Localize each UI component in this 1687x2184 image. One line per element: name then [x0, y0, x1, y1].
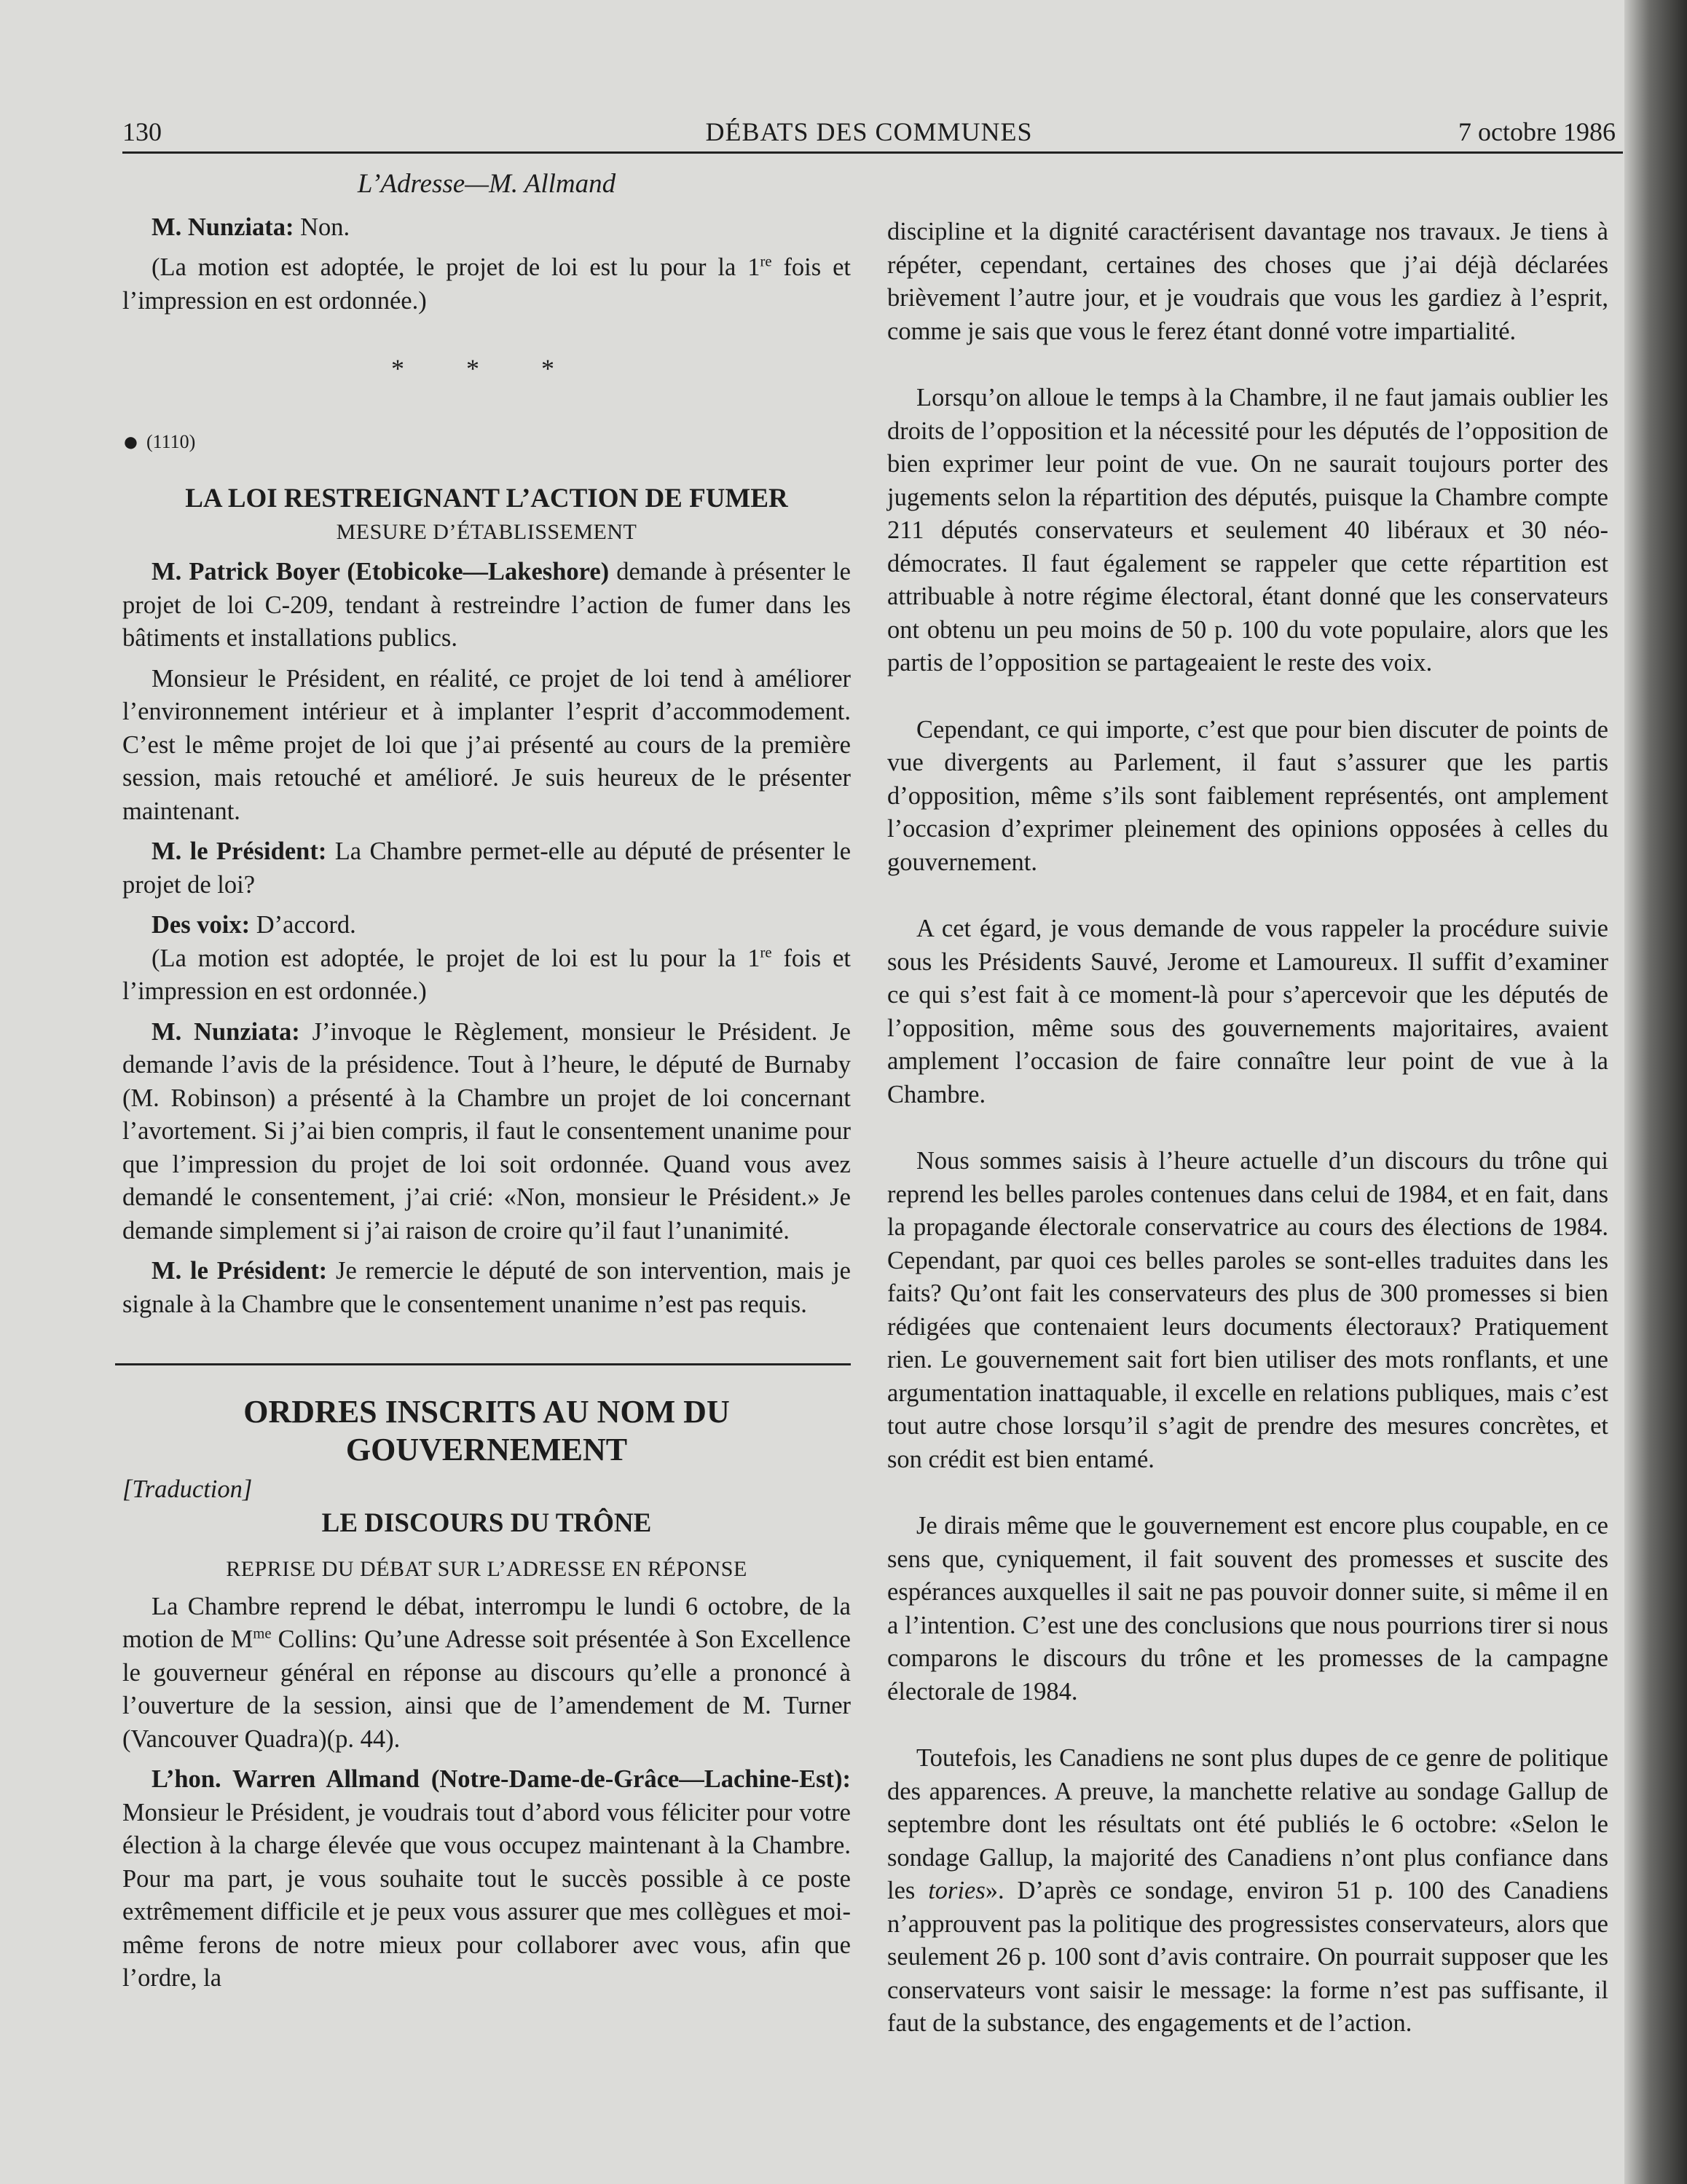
speaker-name: M. Nunziata: — [152, 213, 294, 241]
paragraph: Cependant, ce qui importe, c’est que pour bien discuter de points de vue divergents au Parlement, il faut s’assurer que les partis d’opposition, même s’ils sont faiblement représentés, ont amplement l’occasion d’exprimer pleinement des opinions opposées à celles du gouvernement. — [887, 715, 1608, 876]
right-column — [887, 216, 1608, 2041]
paragraph: Je dirais même que le gouvernement est encore plus coupable, en ce sens que, cyniquement, il fait souvent des promesses et suscite des espérances auxquelles il sait ne pas pouvoir donner suite, si même il en a l’intention. C’est une des conclusions que nous pourrions tirer si nous comparons le discours du trône et les promesses de la campagne électorale de 1984. — [887, 1512, 1608, 1706]
paragraph: M. le Président: La Chambre permet-elle au député de présenter le projet de loi? — [122, 837, 852, 899]
paragraph: M. Nunziata: J’invoque le Règlement, monsieur le Président. Je demande l’avis de la présidence. Tout à l’heure, le député de Burnaby (M. Robinson) a présenté à la Chambre un projet de loi concernant l’avortement. Si j’ai bien compris, il faut le consentement unanime pour que l’impression du projet de loi soit ordonnée. Quand vous avez demandé le consentement, j’ai crié: «Non, monsieur le Président.» Je demande simplement si j’ai raison de croire qu’il faut l’unanimité. — [122, 1017, 851, 1245]
paragraph: Monsieur le Président, en réalité, ce projet de loi tend à améliorer l’environnement intérieur et à implanter l’esprit d’accommodement. C’est le même projet de loi que j’ai présenté au cours de la première session, mais retouché et amélioré. Je suis heureux de le présenter maintenant. — [122, 664, 851, 825]
bullet-icon: ● — [122, 426, 139, 457]
header-rule — [122, 151, 1623, 154]
speaker-name: M. le Président: — [152, 837, 327, 865]
speaker-name: M. le Président: — [152, 1257, 328, 1285]
paragraph: discipline et la dignité caractérisent davantage nos travaux. Je tiens à répéter, cependant, certaines des choses que j’ai déjà déclarées brièvement l’autre jour, et je voudrais que vous les gardiez à l’esprit, comme je sais que vous le ferez étant donné votre impartialité. — [887, 218, 1608, 345]
paragraph: (La motion est adoptée, le projet de loi est lu pour la 1re fois et l’impression en est ordonnée.) — [122, 944, 851, 1005]
section-heading: LE DISCOURS DU TRÔNE — [321, 1507, 652, 1538]
page-date: 7 octobre 1986 — [1458, 117, 1616, 146]
paragraph: M. le Président: Je remercie le député de son intervention, mais je signale à la Chambre que le consentement unanime n’est pas requis. — [122, 1257, 851, 1318]
translation-note: [Traduction] — [122, 1475, 253, 1503]
speaker-name: M. Patrick Boyer (Etobicoke—Lakeshore) — [152, 558, 610, 586]
paragraph: Des voix: D’accord. — [152, 911, 356, 939]
section-heading: LA LOI RESTREIGNANT L’ACTION DE FUMER — [185, 484, 788, 513]
publication-title: DÉBATS DES COMMUNES — [705, 117, 1033, 146]
time-marker: ● (1110) — [122, 426, 196, 457]
speaker-name: Des voix: — [152, 911, 251, 939]
paragraph: Nous sommes saisis à l’heure actuelle d’un discours du trône qui reprend les belles paroles contenues dans celui de 1984, et en fait, dans la propagande électorale conservatrice au cours des élections de 1984. Cependant, par quoi ces belles paroles se sont-elles traduites dans les faits? Qu’ont fait les conservateurs des plus de 300 promesses si bien rédigées que contenaient leurs documents électoraux? Pratiquement rien. Le gouvernement sait fort bien utiliser des mots ronflants, et une argumentation inattaquable, il excelle en relations publiques, mais c’est tout autre chose lorsqu’il s’agit de prendre des mesures concrètes, et son crédit est bien entamé. — [887, 1147, 1608, 1473]
page-number: 130 — [122, 117, 162, 146]
paragraph: M. Nunziata: Non. — [152, 213, 350, 241]
paragraph: M. Patrick Boyer (Etobicoke—Lakeshore) demande à présenter le projet de loi C-209, tendant à restreindre l’action de fumer dans les bâtiments et installations publics. — [122, 558, 851, 652]
section-rule — [115, 1363, 851, 1365]
speaker-name: M. Nunziata: — [152, 1017, 300, 1046]
paragraph: A cet égard, je vous demande de vous rappeler la procédure suivie sous les Présidents Sauvé, Jerome et Lamoureux. Il suffit d’examiner ce qui s’est fait à ce moment-là pour s’apercevoir que les députés de l’opposition, même sous des gouvernements majoritaires, avaient amplement l’occasion de faire connaître leur point de vue à la Chambre. — [887, 915, 1608, 1108]
section-separator: * * * — [391, 354, 582, 383]
section-subheading: MESURE D’ÉTABLISSEMENT — [336, 519, 637, 544]
paragraph: L’hon. Warren Allmand (Notre-Dame-de-Grâce—Lachine-Est): Monsieur le Président, je voudrais tout d’abord vous féliciter pour votre élection à la charge élevée que vous occupez maintenant à la Chambre. Pour ma part, je vous souhaite tout le succès possible à ce poste extrêmement difficile et je peux vous assurer que mes collègues et moi-même ferons de notre mieux pour collaborer avec vous, afin que l’ordre, la — [122, 1765, 851, 1992]
paragraph: (La motion est adoptée, le projet de loi est lu pour la 1re fois et l’impression en est ordonnée.) — [122, 253, 851, 315]
section-heading: ORDRES INSCRITS AU NOM DU GOUVERNEMENT — [243, 1394, 730, 1467]
paragraph: Lorsqu’on alloue le temps à la Chambre, il ne faut jamais oublier les droits de l’opposition et la nécessité pour les députés de l’opposition de bien exprimer leur point de vue. On ne saurait toujours porter des jugements selon la répartition des députés, puisque la Chambre compte 211 députés conservateurs et seulement 40 libéraux et 30 néo-démocrates. Il faut également se rappeler que cette répartition est attribuable à notre régime électoral, étant donné que les conservateurs ont obtenu un peu moins de 50 p. 100 du vote populaire, alors que les partis de l’opposition se partageaient le reste des voix. — [887, 384, 1608, 677]
running-head: L’Adresse—M. Allmand — [357, 169, 616, 199]
page-header — [122, 117, 1616, 153]
section-subheading: REPRISE DU DÉBAT SUR L’ADRESSE EN RÉPONSE — [226, 1557, 747, 1581]
paragraph: La Chambre reprend le débat, interrompu le lundi 6 octobre, de la motion de $M^{me}$ Collins: Qu’une Adresse soit présentée à Son Excellence le gouverneur général en réponse au discours qu’elle a prononcé à l’ouverture de la session, ainsi que de l’amendement de M. Turner (Vancouver Quadra)(p. 44). — [122, 1592, 851, 1753]
book-spine — [1624, 0, 1687, 2184]
speaker-name: L’hon. Warren Allmand (Notre-Dame-de-Grâce—Lachine-Est): — [152, 1765, 851, 1793]
paragraph: Toutefois, les Canadiens ne sont plus dupes de ce genre de politique des apparences. A preuve, la manchette relative au sondage Gallup de septembre dont les résultats ont été publiés le 6 octobre: «Selon le sondage Gallup, la majorité des Canadiens n’ont plus confiance dans les tories». D’après ce sondage, environ 51 p. 100 des Canadiens n’approuvent pas la politique des progressistes conservateurs, alors que seulement 26 p. 100 sont d’avis contraire. On pourrait supposer que les conservateurs vont saisir le message: la forme n’est pas suffisante, il faut de la substance, des engagements et de l’action. — [887, 1744, 1608, 2037]
left-column — [122, 167, 851, 1995]
